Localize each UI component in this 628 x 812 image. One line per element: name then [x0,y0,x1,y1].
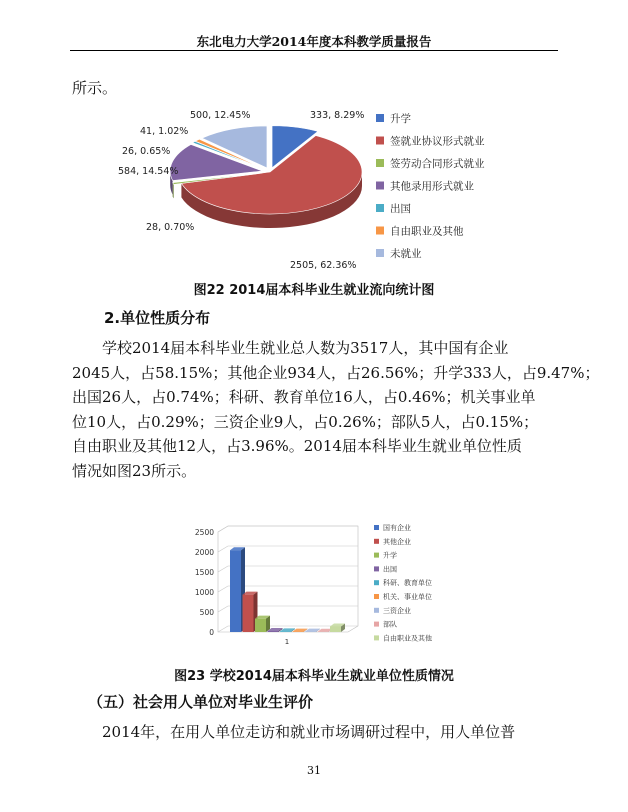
legend-swatch [374,622,379,627]
legend-label: 其他企业 [383,537,411,546]
legend-swatch [376,204,384,212]
paragraph-line: 出国26人，占0.74%；科研、教育单位16人，占0.46%；机关事业单 [72,388,536,406]
legend-swatch [374,608,379,613]
paragraph-line: 自由职业及其他12人，占3.96%。2014届本科毕业生就业单位性质 [72,437,522,455]
legend-swatch [376,114,384,122]
intro-text: 所示。 [72,79,118,97]
bar-front [330,626,341,632]
legend-label: 未就业 [390,248,422,260]
legend-label: 出国 [390,203,411,215]
header-rule [70,50,558,51]
bar [255,616,270,632]
bar-front [230,550,241,632]
legend-label: 签劳动合同形式就业 [390,158,485,170]
pie-slice-side [173,183,174,199]
bar-front [280,631,291,632]
legend-swatch [374,566,379,571]
legend-label: 机关、事业单位 [383,593,432,601]
legend-label: 其他录用形式就业 [390,180,474,193]
legend-swatch [376,249,384,257]
legend-label: 科研、教育单位 [383,579,432,588]
y-tick-label: 500 [199,608,214,617]
y-tick-label: 1500 [194,568,214,577]
legend-swatch [374,580,379,585]
section2-paragraph [72,336,600,483]
legend-label: 部队 [383,620,397,629]
figure23-caption: 图23 学校2014届本科毕业生就业单位性质情况 [174,669,454,684]
figure22-caption: 图22 2014届本科毕业生就业流向统计图 [193,283,435,298]
legend-swatch [376,182,384,190]
last-line: 2014年，在用人单位走访和就业市场调研过程中，用人单位普 [102,723,516,741]
bar-front [243,595,254,632]
bar-chart [180,520,470,655]
section2-heading: 2.单位性质分布 [104,309,211,327]
legend-swatch [376,227,384,235]
legend-label: 出国 [383,565,397,574]
legend-swatch [374,594,379,599]
pie-data-label: 500, 12.45% [190,110,251,121]
legend-label: 自由职业及其他 [390,225,464,238]
bar-front [255,619,266,632]
paragraph-line: 学校2014届本科毕业生就业总人数为3517人，其中国有企业 [102,339,509,357]
y-tick-label: 2500 [194,528,214,537]
pie-data-label: 333, 8.29% [310,110,365,121]
pie-data-label: 28, 0.70% [146,222,195,233]
page-number: 31 [307,764,321,777]
pie-chart [110,100,520,280]
legend-swatch [374,539,379,544]
legend-swatch [374,553,379,558]
paragraph-line: 位10人，占0.29%；三资企业9人，占0.26%；部队5人，占0.15%； [72,412,539,431]
legend-label: 自由职业及其他 [383,634,432,643]
x-tick-label: 1 [284,638,290,646]
pie-data-label: 584, 14.54% [118,166,179,177]
legend-swatch [376,137,384,145]
legend-swatch [376,159,384,167]
legend-swatch [374,525,379,530]
legend-label: 三资企业 [383,606,411,615]
header-title: 东北电力大学2014年度本科教学质量报告 [196,34,432,49]
legend-label: 升学 [383,551,397,560]
bar-front [268,631,279,632]
legend-swatch [374,635,379,640]
paragraph-line: 2045人，占58.15%；其他企业934人，占26.56%；升学333人，占9.47%； [72,363,600,382]
pie-data-label: 41, 1.02% [140,126,189,137]
y-tick-label: 1000 [194,588,214,597]
section5-heading: （五）社会用人单位对毕业生评价 [88,693,314,711]
pie-data-label: 26, 0.65% [122,146,171,157]
y-tick-label: 0 [209,628,214,637]
legend-label: 签就业协议形式就业 [390,135,485,148]
legend-label: 升学 [390,113,411,125]
paragraph-line: 情况如图23所示。 [72,461,197,480]
pie-data-label: 2505, 62.36% [290,260,357,271]
legend-label: 国有企业 [383,524,411,532]
y-tick-label: 2000 [194,548,214,557]
